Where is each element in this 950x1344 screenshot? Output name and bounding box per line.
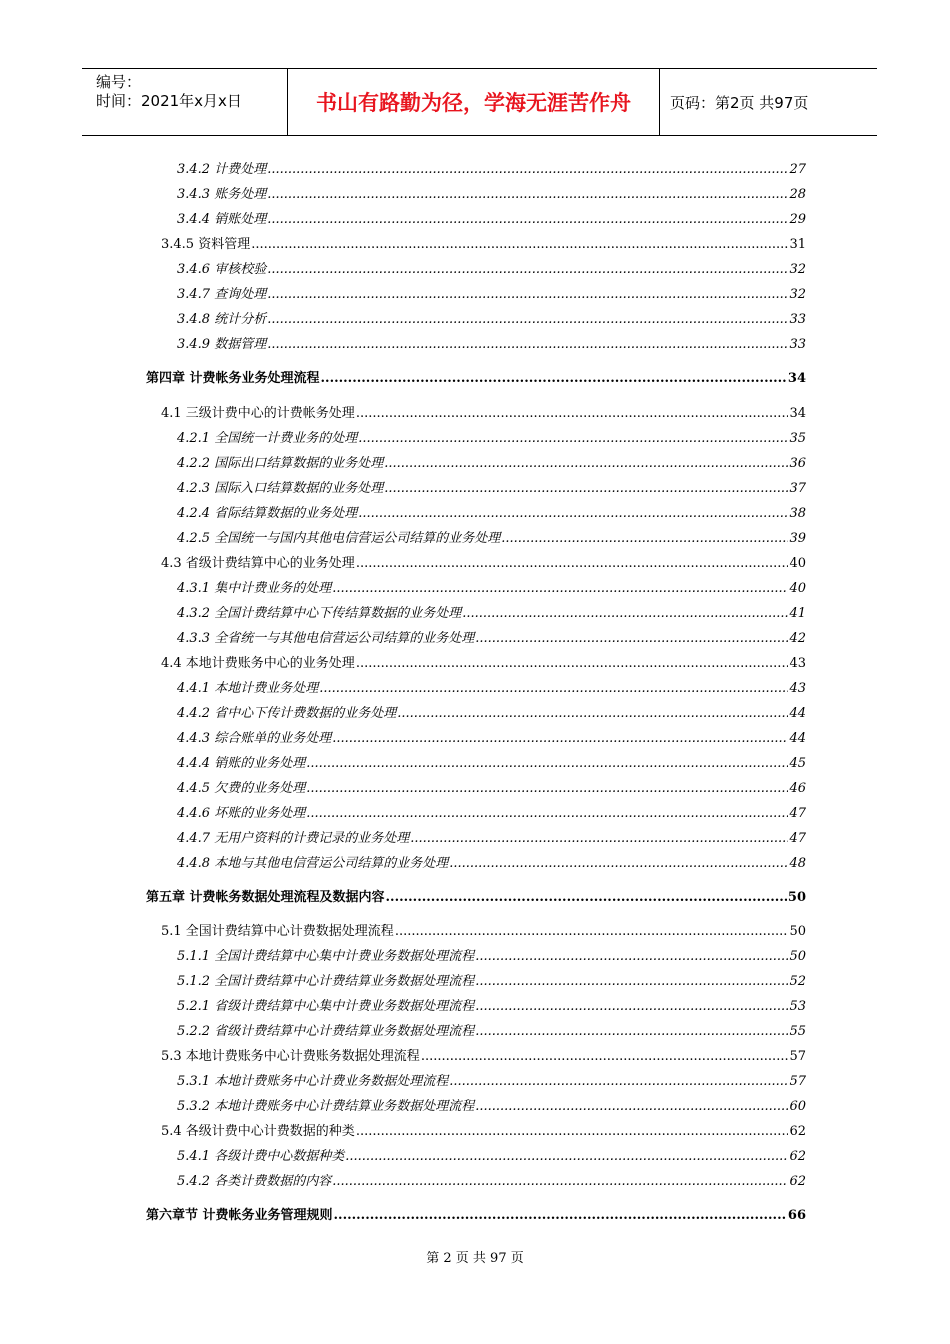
toc-entry-page: 46 bbox=[789, 781, 806, 796]
toc-leader-dots bbox=[358, 429, 788, 449]
toc-entry-label: 4.3 省级计费结算中心的业务处理 bbox=[161, 556, 355, 571]
toc-leader-dots bbox=[332, 579, 788, 599]
toc-entry-page: 41 bbox=[789, 606, 806, 621]
toc-entry-page: 42 bbox=[789, 631, 806, 646]
toc-leader-dots bbox=[397, 704, 788, 724]
toc-entry[interactable] bbox=[177, 972, 806, 992]
toc-entry-page: 38 bbox=[789, 506, 806, 521]
toc-leader-dots bbox=[267, 310, 788, 330]
toc-entry-page: 43 bbox=[789, 681, 806, 696]
toc-entry-page: 60 bbox=[789, 1099, 806, 1114]
toc-entry-label: 4.4.7 无用户资料的计费记录的业务处理 bbox=[177, 831, 410, 846]
toc-entry-page: 34 bbox=[789, 406, 806, 421]
toc-entry[interactable] bbox=[177, 260, 806, 280]
toc-entry-page: 32 bbox=[789, 262, 806, 277]
toc-entry-page: 37 bbox=[789, 481, 806, 496]
toc-leader-dots bbox=[421, 1047, 789, 1067]
toc-entry[interactable] bbox=[161, 404, 806, 424]
toc-entry[interactable] bbox=[177, 529, 806, 549]
header-meta bbox=[82, 69, 288, 135]
toc-entry-label: 3.4.8 统计分析 bbox=[177, 312, 267, 327]
toc-entry-label: 4.4 本地计费账务中心的业务处理 bbox=[161, 656, 355, 671]
toc-entry-page: 66 bbox=[787, 1208, 806, 1223]
toc-entry-label: 5.1 全国计费结算中心计费数据处理流程 bbox=[161, 924, 394, 939]
toc-entry-label: 4.4.4 销账的业务处理 bbox=[177, 756, 306, 771]
toc-entry[interactable] bbox=[177, 679, 806, 699]
toc-leader-dots bbox=[356, 554, 789, 574]
toc-entry-label: 4.4.6 坏账的业务处理 bbox=[177, 806, 306, 821]
document-number-label: 编号： bbox=[96, 73, 142, 91]
toc-entry[interactable] bbox=[177, 1172, 806, 1192]
toc-entry-page: 34 bbox=[787, 371, 806, 386]
toc-entry-page: 47 bbox=[789, 806, 806, 821]
toc-leader-dots bbox=[410, 829, 788, 849]
toc-entry[interactable] bbox=[161, 1122, 806, 1142]
toc-leader-dots bbox=[267, 335, 788, 355]
toc-leader-dots bbox=[345, 1147, 788, 1167]
toc-entry-label: 5.4.1 各级计费中心数据种类 bbox=[177, 1149, 345, 1164]
toc-leader-dots bbox=[306, 779, 788, 799]
toc-entry-label: 第六章节 计费帐务业务管理规则 bbox=[146, 1208, 333, 1223]
toc-entry-label: 4.4.3 综合账单的业务处理 bbox=[177, 731, 332, 746]
toc-entry[interactable] bbox=[177, 754, 806, 774]
toc-entry-page: 48 bbox=[789, 856, 806, 871]
toc-entry-page: 40 bbox=[789, 581, 806, 596]
toc-entry-page: 40 bbox=[789, 556, 806, 571]
toc-entry-label: 4.4.8 本地与其他电信营运公司结算的业务处理 bbox=[177, 856, 449, 871]
toc-entry[interactable] bbox=[177, 1097, 806, 1117]
toc-entry-label: 5.1.2 全国计费结算中心计费结算业务数据处理流程 bbox=[177, 974, 475, 989]
toc-leader-dots bbox=[267, 285, 788, 305]
toc-entry[interactable] bbox=[177, 947, 806, 967]
toc-entry[interactable] bbox=[177, 160, 806, 180]
toc-entry-label: 3.4.3 账务处理 bbox=[177, 187, 267, 202]
toc-entry-label: 4.2.4 省际结算数据的业务处理 bbox=[177, 506, 358, 521]
toc-entry-page: 43 bbox=[789, 656, 806, 671]
document-time-label: 时间：2021年x月x日 bbox=[96, 92, 242, 110]
toc-entry[interactable] bbox=[146, 369, 806, 389]
toc-entry-page: 44 bbox=[789, 706, 806, 721]
toc-leader-dots bbox=[475, 629, 788, 649]
toc-entry-page: 53 bbox=[789, 999, 806, 1014]
toc-entry-page: 62 bbox=[789, 1174, 806, 1189]
toc-entry-label: 第五章 计费帐务数据处理流程及数据内容 bbox=[146, 890, 385, 905]
toc-entry-label: 3.4.2 计费处理 bbox=[177, 162, 267, 177]
toc-entry[interactable] bbox=[177, 704, 806, 724]
toc-leader-dots bbox=[501, 529, 788, 549]
toc-entry[interactable] bbox=[177, 479, 806, 499]
toc-entry[interactable] bbox=[177, 729, 806, 749]
toc-leader-dots bbox=[475, 972, 788, 992]
toc-entry-label: 3.4.4 销账处理 bbox=[177, 212, 267, 227]
toc-entry-page: 50 bbox=[789, 949, 806, 964]
header-page-info: 页码：第2页 共97页 bbox=[670, 93, 809, 112]
toc-leader-dots bbox=[384, 454, 788, 474]
toc-leader-dots bbox=[356, 1122, 789, 1142]
toc-entry[interactable] bbox=[161, 554, 806, 574]
toc-entry-label: 4.3.2 全国计费结算中心下传结算数据的业务处理 bbox=[177, 606, 462, 621]
toc-entry[interactable] bbox=[161, 235, 806, 255]
toc-entry[interactable] bbox=[177, 310, 806, 330]
toc-entry-label: 5.1.1 全国计费结算中心集中计费业务数据处理流程 bbox=[177, 949, 475, 964]
toc-entry-label: 5.3.2 本地计费账务中心计费结算业务数据处理流程 bbox=[177, 1099, 475, 1114]
toc-entry[interactable] bbox=[161, 654, 806, 674]
toc-entry-page: 50 bbox=[789, 924, 806, 939]
toc-entry-label: 4.2.1 全国统一计费业务的处理 bbox=[177, 431, 358, 446]
toc-entry-page: 28 bbox=[789, 187, 806, 202]
toc-leader-dots bbox=[321, 369, 787, 389]
toc-entry-page: 62 bbox=[789, 1149, 806, 1164]
toc-entry-page: 50 bbox=[787, 890, 806, 905]
toc-entry-page: 45 bbox=[789, 756, 806, 771]
toc-entry[interactable] bbox=[177, 285, 806, 305]
toc-leader-dots bbox=[356, 654, 789, 674]
header-motto: 书山有路勤为径，学海无涯苦作舟 bbox=[288, 69, 660, 135]
toc-entry-page: 29 bbox=[789, 212, 806, 227]
toc-leader-dots bbox=[395, 922, 789, 942]
toc-entry[interactable] bbox=[177, 629, 806, 649]
toc-entry[interactable] bbox=[146, 1206, 806, 1226]
toc-leader-dots bbox=[356, 404, 789, 424]
toc-leader-dots bbox=[332, 729, 788, 749]
toc-entry[interactable] bbox=[177, 1072, 806, 1092]
page-header bbox=[82, 68, 877, 136]
toc-entry-label: 4.2.2 国际出口结算数据的业务处理 bbox=[177, 456, 384, 471]
toc-entry[interactable] bbox=[177, 210, 806, 230]
toc-leader-dots bbox=[251, 235, 788, 255]
toc-entry-page: 57 bbox=[789, 1074, 806, 1089]
toc-entry[interactable] bbox=[177, 429, 806, 449]
toc-leader-dots bbox=[358, 504, 788, 524]
toc-entry-page: 32 bbox=[789, 287, 806, 302]
toc-leader-dots bbox=[449, 854, 788, 874]
toc-leader-dots bbox=[267, 160, 788, 180]
toc-leader-dots bbox=[267, 260, 788, 280]
toc-entry-label: 5.2.2 省级计费结算中心计费结算业务数据处理流程 bbox=[177, 1024, 475, 1039]
toc-entry-page: 35 bbox=[789, 431, 806, 446]
toc-entry-label: 4.3.1 集中计费业务的处理 bbox=[177, 581, 332, 596]
toc-entry[interactable] bbox=[177, 1147, 806, 1167]
toc-entry-label: 4.2.5 全国统一与国内其他电信营运公司结算的业务处理 bbox=[177, 531, 501, 546]
toc-entry-label: 5.3.1 本地计费账务中心计费业务数据处理流程 bbox=[177, 1074, 449, 1089]
toc-entry[interactable] bbox=[177, 579, 806, 599]
toc-entry-label: 3.4.6 审核校验 bbox=[177, 262, 267, 277]
toc-entry-label: 3.4.7 查询处理 bbox=[177, 287, 267, 302]
toc-entry[interactable] bbox=[177, 185, 806, 205]
toc-leader-dots bbox=[475, 1022, 788, 1042]
toc-entry-page: 52 bbox=[789, 974, 806, 989]
toc-entry-page: 62 bbox=[789, 1124, 806, 1139]
toc-leader-dots bbox=[384, 479, 788, 499]
toc-entry-page: 33 bbox=[789, 337, 806, 352]
toc-leader-dots bbox=[462, 604, 788, 624]
toc-entry-page: 27 bbox=[789, 162, 806, 177]
toc-entry-page: 36 bbox=[789, 456, 806, 471]
toc-entry-label: 3.4.9 数据管理 bbox=[177, 337, 267, 352]
toc-entry[interactable] bbox=[177, 604, 806, 624]
toc-entry-label: 4.4.1 本地计费业务处理 bbox=[177, 681, 319, 696]
toc-leader-dots bbox=[319, 679, 788, 699]
toc-leader-dots bbox=[267, 210, 788, 230]
toc-leader-dots bbox=[475, 1097, 788, 1117]
toc-entry-page: 57 bbox=[789, 1049, 806, 1064]
toc-entry-label: 4.2.3 国际入口结算数据的业务处理 bbox=[177, 481, 384, 496]
toc-entry[interactable] bbox=[161, 1047, 806, 1067]
toc-entry-label: 5.3 本地计费账务中心计费账务数据处理流程 bbox=[161, 1049, 420, 1064]
toc-leader-dots bbox=[475, 947, 788, 967]
toc-entry-label: 3.4.5 资料管理 bbox=[161, 237, 251, 252]
toc-leader-dots bbox=[334, 1206, 787, 1226]
toc-entry-page: 39 bbox=[789, 531, 806, 546]
toc-entry-label: 5.4 各级计费中心计费数据的种类 bbox=[161, 1124, 355, 1139]
toc-leader-dots bbox=[267, 185, 788, 205]
toc-entry-page: 33 bbox=[789, 312, 806, 327]
toc-entry[interactable] bbox=[177, 779, 806, 799]
toc-entry-page: 47 bbox=[789, 831, 806, 846]
toc-entry[interactable] bbox=[146, 888, 806, 908]
toc-entry-label: 5.4.2 各类计费数据的内容 bbox=[177, 1174, 332, 1189]
toc-leader-dots bbox=[386, 888, 787, 908]
toc-entry[interactable] bbox=[177, 804, 806, 824]
toc-entry-label: 4.1 三级计费中心的计费帐务处理 bbox=[161, 406, 355, 421]
toc-leader-dots bbox=[332, 1172, 788, 1192]
toc-entry-page: 31 bbox=[789, 237, 806, 252]
toc-entry-label: 4.4.2 省中心下传计费数据的业务处理 bbox=[177, 706, 397, 721]
toc-entry[interactable] bbox=[177, 1022, 806, 1042]
toc-leader-dots bbox=[306, 754, 788, 774]
toc-entry-label: 5.2.1 省级计费结算中心集中计费业务数据处理流程 bbox=[177, 999, 475, 1014]
toc-entry[interactable] bbox=[177, 504, 806, 524]
toc-entry-label: 4.3.3 全省统一与其他电信营运公司结算的业务处理 bbox=[177, 631, 475, 646]
toc-entry[interactable] bbox=[177, 335, 806, 355]
toc-entry[interactable] bbox=[177, 829, 806, 849]
toc-leader-dots bbox=[475, 997, 788, 1017]
toc-leader-dots bbox=[449, 1072, 788, 1092]
toc-entry[interactable] bbox=[177, 854, 806, 874]
page-footer: 第 2 页 共 97 页 bbox=[426, 1251, 524, 1266]
toc-entry-page: 55 bbox=[789, 1024, 806, 1039]
toc-entry[interactable] bbox=[177, 454, 806, 474]
toc-entry-label: 第四章 计费帐务业务处理流程 bbox=[146, 371, 320, 386]
toc-leader-dots bbox=[306, 804, 788, 824]
toc-entry-label: 4.4.5 欠费的业务处理 bbox=[177, 781, 306, 796]
toc-entry[interactable] bbox=[161, 922, 806, 942]
toc-entry-page: 44 bbox=[789, 731, 806, 746]
toc-entry[interactable] bbox=[177, 997, 806, 1017]
